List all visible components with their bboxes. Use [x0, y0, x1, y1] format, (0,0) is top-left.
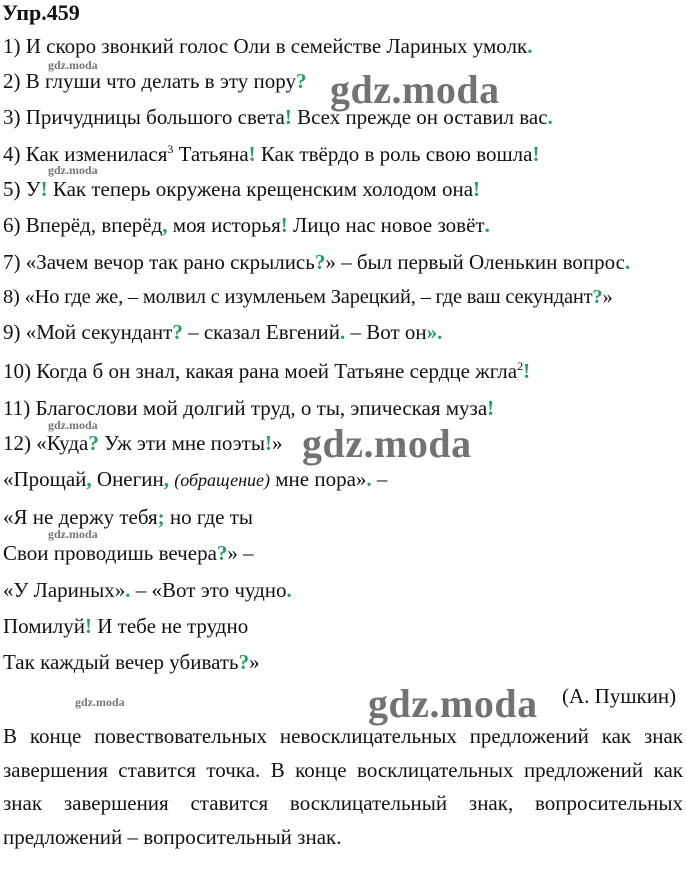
sentence-7: 7) «Зачем вечор так рано скрылись?» – был первый Оленькин вопрос. — [3, 250, 631, 274]
poem-line-1: «Прощай, Онегин, (обращение) мне пора». – — [3, 467, 388, 491]
author-attribution: (А. Пушкин) — [562, 684, 677, 708]
sentence-4: 4) Как изменилася$^3$ Татьяна! Как твёрдо в роль свою вошла! — [3, 142, 540, 166]
sentence-5: 5) У! Как теперь окружена крещенским холодом она! — [3, 177, 481, 201]
watermark-small: gdz.moda — [48, 163, 98, 177]
watermark-small: gdz.moda — [75, 695, 125, 709]
sentence-8: 8) «Но где же, – молвил с изумленьем Зарецкий, – где ваш секундант?» — [3, 286, 613, 308]
poem-line-2: «Я не держу тебя; но где ты — [3, 505, 254, 529]
sentence-12: 12) «Куда? Уж эти мне поэты!» — [3, 431, 283, 455]
poem-line-4: «У Лариных». – «Вот это чудно. — [3, 578, 292, 602]
watermark-small: gdz.moda — [48, 58, 98, 72]
watermark-big: gdz.moda — [302, 421, 472, 466]
sentence-11: 11) Благослови мой долгий труд, о ты, эпическая муза! — [3, 396, 495, 420]
sentence-9: 9) «Мой секундант? – сказал Евгений. – Вот он». — [3, 320, 443, 344]
exercise-title: Упр.459 — [2, 0, 80, 25]
sentence-10: 10) Когда б он знал, какая рана моей Татьяне сердце жгла$^2$! — [3, 359, 531, 383]
watermark-big: gdz.moda — [330, 67, 500, 112]
sentence-1: 1) И скоро звонкий голос Оли в семействе Лариных умолк. — [3, 34, 533, 58]
watermark-big: gdz.moda — [368, 681, 538, 726]
sentence-2: 2) В глуши что делать в эту пору? — [3, 69, 307, 93]
poem-line-5: Помилуй! И тебе не трудно — [3, 614, 249, 638]
sentence-6: 6) Вперёд, вперёд, моя исторья! Лицо нас новое зовёт. — [3, 213, 490, 237]
poem-line-3: Свои проводишь вечера?» – — [3, 541, 254, 565]
sentence-3: 3) Причудницы большого света! Всех прежде он оставил вас. — [3, 105, 553, 129]
watermark-small: gdz.moda — [48, 527, 98, 541]
poem-line-6: Так каждый вечер убивать?» — [3, 650, 260, 674]
watermark-small: gdz.moda — [48, 418, 98, 432]
address-note: (обращение) — [174, 470, 270, 490]
rule-paragraph: В конце повествовательных невосклицательных предложений как знак завершения ставится точка. В конце восклицательных предложений как знак завершения ставится восклицательный знак, вопросительных предложений – вопросительный знак. — [3, 724, 683, 849]
